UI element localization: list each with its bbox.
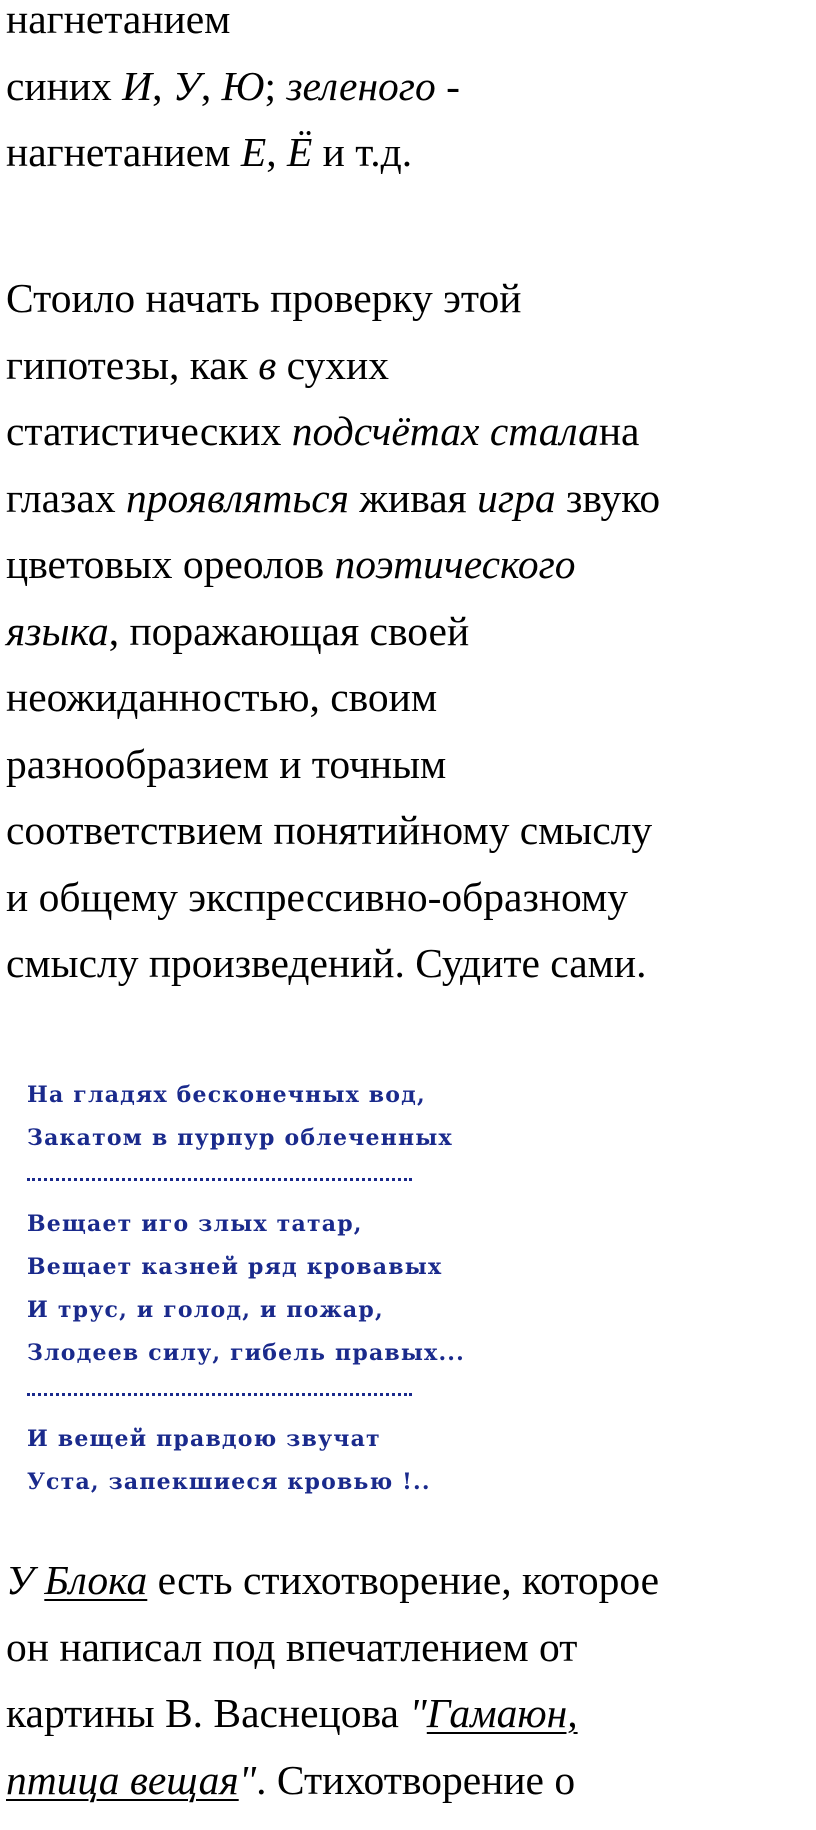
- text-span: ,: [152, 62, 173, 109]
- text-span: Стоило начать проверку этой: [6, 275, 522, 321]
- italic-letter: Ю: [221, 62, 265, 109]
- text-span: нагнетанием: [6, 129, 241, 175]
- text-line: [6, 731, 812, 798]
- text-span: ,: [266, 129, 287, 175]
- italic-letter: Ё: [286, 129, 313, 175]
- text-line: [6, 531, 812, 598]
- text-span: нагнетанием: [6, 0, 231, 42]
- text-span: и общему экспрессивно-образному: [6, 873, 629, 920]
- paragraph-bottom: [6, 1547, 812, 1813]
- italic-word: зеленого: [286, 62, 436, 109]
- text-span: , поражающая своей: [108, 607, 470, 654]
- italic-letter: У: [172, 62, 201, 109]
- text-span: [479, 408, 489, 454]
- text-span: ,: [200, 62, 222, 109]
- text-line: [6, 398, 812, 465]
- text-span: статистических: [6, 408, 292, 454]
- poem-line: И трус, и голод, и пожар,: [27, 1297, 384, 1323]
- text-span: и т.д.: [312, 129, 413, 175]
- text-line: [6, 465, 812, 532]
- text-span: неожиданностью, своим: [6, 674, 438, 720]
- italic-word: проявляться: [125, 474, 349, 521]
- text-span: есть стихотворение, которое: [147, 1557, 660, 1603]
- text-span: картины В. Васнецова: [6, 1690, 410, 1736]
- text-line: [6, 265, 812, 332]
- text-span: разнообразием и точным: [6, 740, 447, 787]
- text-span: на: [598, 408, 640, 454]
- italic-letter: И: [122, 62, 153, 109]
- poem-ellipsis-divider: [27, 1375, 587, 1418]
- text-span: синих: [6, 62, 123, 109]
- quote-mark: ": [238, 1756, 257, 1803]
- quote-mark: ": [409, 1690, 427, 1736]
- italic-word: игра: [477, 474, 556, 521]
- text-span: ;: [264, 62, 287, 109]
- text-line: [6, 930, 812, 997]
- poem-line: Злодеев силу, гибель правых...: [27, 1340, 466, 1366]
- italic-word: стала: [489, 408, 599, 454]
- text-line: [6, 1680, 812, 1747]
- paragraph-main: [6, 265, 812, 997]
- text-span: глазах: [6, 474, 126, 521]
- poem-line: На гладях бесконечных вод,: [27, 1082, 426, 1108]
- poem-ellipsis-divider: [27, 1160, 587, 1203]
- italic-letter: Е: [240, 129, 267, 175]
- poem-line: Вещает казней ряд кровавых: [27, 1254, 443, 1280]
- text-span: . Стихотворение о: [256, 1756, 576, 1803]
- text-line: [6, 664, 812, 731]
- italic-word: подсчётах: [291, 408, 480, 454]
- italic-word: в: [258, 341, 277, 388]
- text-span: звуко: [555, 474, 661, 521]
- italic-word: поэтического: [334, 541, 576, 587]
- link-gamayun-continued[interactable]: птица вещая: [6, 1756, 239, 1803]
- text-span: он написал под впечатлением от: [6, 1623, 578, 1670]
- poem-line: Закатом в пурпур облеченных: [27, 1125, 453, 1151]
- text-span: смыслу произведений. Судите сами.: [6, 940, 647, 986]
- text-line: [6, 53, 812, 120]
- link-gamayun[interactable]: Гамаюн,: [426, 1690, 578, 1736]
- text-span: живая: [348, 474, 478, 521]
- text-line: [6, 0, 812, 53]
- poem-excerpt: [27, 1074, 587, 1504]
- poem-line: Уста, запекшиеся кровью !..: [27, 1469, 431, 1495]
- text-line: [6, 864, 812, 931]
- poem-line: И вещей правдою звучат: [27, 1426, 381, 1452]
- paragraph-top: [6, 0, 812, 186]
- italic-word: языка: [6, 607, 109, 654]
- text-span: сухих: [276, 341, 389, 388]
- poem-line: Вещает иго злых татар,: [27, 1211, 363, 1237]
- text-span: соответствием понятийному смыслу: [6, 807, 653, 853]
- text-span: гипотезы, как: [6, 341, 259, 388]
- text-span: -: [435, 62, 460, 109]
- text-line: [6, 1747, 812, 1814]
- text-line: [6, 797, 812, 864]
- text-line: [6, 1547, 812, 1614]
- italic-word: У: [6, 1557, 45, 1603]
- text-line: [6, 119, 812, 186]
- text-line: [6, 332, 812, 399]
- text-line: [6, 1614, 812, 1681]
- text-span: цветовых ореолов: [6, 541, 335, 587]
- link-blok[interactable]: Блока: [44, 1557, 148, 1603]
- text-line: [6, 598, 812, 665]
